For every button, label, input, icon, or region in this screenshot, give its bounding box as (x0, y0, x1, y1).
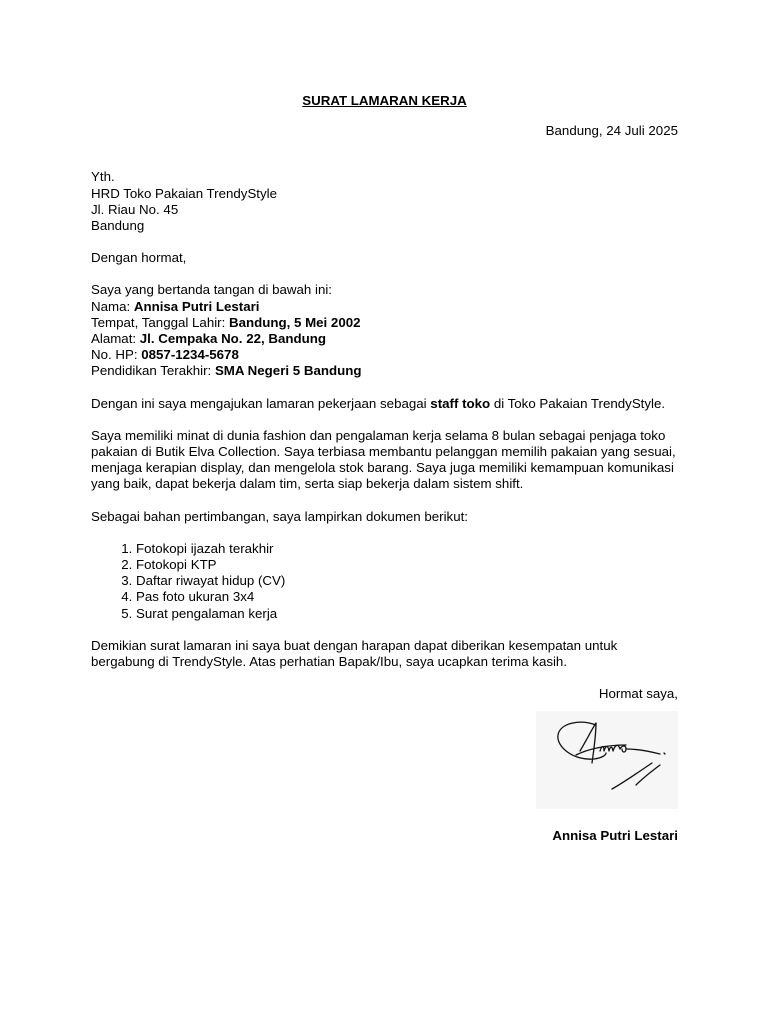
details-intro: Saya yang bertanda tangan di bawah ini: (91, 282, 332, 298)
application-text: di Toko Pakaian TrendyStyle. (490, 395, 666, 411)
list-item: 1. Fotokopi ijazah terakhir (136, 541, 678, 557)
detail-label: Nama: (91, 298, 134, 314)
list-item: 4. Pas foto ukuran 3x4 (136, 589, 678, 605)
list-item: 3. Daftar riwayat hidup (CV) (136, 573, 678, 589)
signer-name: Annisa Putri Lestari (552, 828, 678, 844)
list-item: 2. Fotokopi KTP (136, 557, 678, 573)
attachments-list (91, 541, 678, 622)
experience-paragraph: Saya memiliki minat di dunia fashion dan pengalaman kerja selama 8 bulan sebagai penjaga toko pakaian di Butik Elva Collection. Saya terbiasa membantu pelanggan memilih pakaian yang sesuai, menjaga kerapian display, dan mengelola stok barang. Saya juga memiliki kemampuan komunikasi yang baik, dapat bekerja dalam tim, serta siap bekerja dalam sistem shift. (91, 427, 676, 492)
detail-value: Bandung, 5 Mei 2002 (228, 314, 361, 330)
list-item: 5. Surat pengalaman kerja (136, 606, 678, 622)
application-text: Dengan ini saya mengajukan lamaran pekerjaan sebagai (91, 395, 431, 411)
detail-value: Annisa Putri Lestari (133, 298, 260, 314)
signature-area (91, 711, 678, 809)
detail-birth (91, 315, 678, 331)
detail-value: 0857-1234-5678 (141, 347, 239, 363)
detail-value: Jl. Cempaka No. 22, Bandung (139, 331, 326, 347)
handwritten-signature (536, 711, 678, 809)
position-name: staff toko (430, 395, 491, 411)
recipient-line: Yth. (91, 169, 115, 185)
application-paragraph (91, 396, 678, 412)
applicant-details (91, 282, 678, 379)
recipient-line: Bandung (91, 218, 145, 234)
detail-label: Tempat, Tanggal Lahir: (91, 314, 229, 330)
attachments-intro: Sebagai bahan pertimbangan, saya lampirkan dokumen berikut: (91, 508, 468, 524)
closing-greeting: Hormat saya, (598, 686, 678, 702)
recipient-line: Jl. Riau No. 45 (91, 201, 179, 217)
recipient-block (91, 169, 678, 234)
detail-address (91, 331, 678, 347)
recipient-line: HRD Toko Pakaian TrendyStyle (91, 185, 278, 201)
letter-date: Bandung, 24 Juli 2025 (545, 123, 678, 139)
detail-label: No. HP: (91, 347, 142, 363)
detail-label: Alamat: (91, 331, 140, 347)
detail-label: Pendidikan Terakhir: (91, 363, 215, 379)
detail-name (91, 299, 678, 315)
detail-value: SMA Negeri 5 Bandung (214, 363, 362, 379)
letter-title: SURAT LAMARAN KERJA (302, 93, 467, 108)
detail-education (91, 363, 678, 379)
closing-paragraph: Demikian surat lamaran ini saya buat dengan harapan dapat diberikan kesempatan untuk bergabung di TrendyStyle. Atas perhatian Bapak/Ibu, saya ucapkan terima kasih. (91, 637, 618, 670)
signature-image (536, 711, 678, 809)
detail-phone (91, 347, 678, 363)
salutation: Dengan hormat, (91, 250, 187, 266)
letter-page (91, 93, 678, 845)
